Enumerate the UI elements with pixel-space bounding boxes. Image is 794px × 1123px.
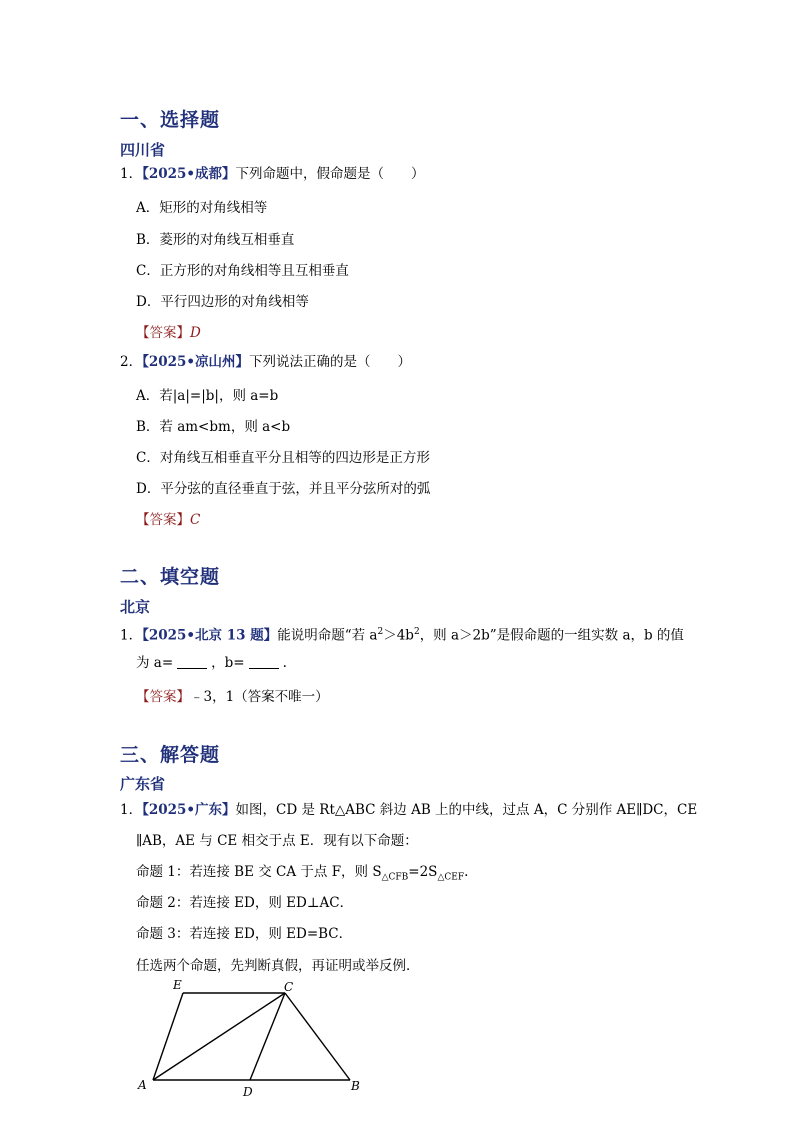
answer-fill [136,685,329,705]
question-text: 如图，CD 是 Rt△ABC 斜边 AB 上的中线，过点 A，C 分别作 AE∥DC，CE [235,802,698,818]
answer-value: D [190,325,201,341]
question-number: 1． [120,166,143,182]
label-a: A [138,1078,147,1092]
answer-2 [136,508,200,528]
option-d: D．平行四边形的对角线相等 [136,294,309,310]
segment-cd [250,993,285,1080]
answer-value: ﹣3，1（答案不唯一） [190,689,329,705]
option-c: C．正方形的对角线相等且互相垂直 [136,263,349,279]
option-b: B．菱形的对角线互相垂直 [136,232,295,248]
prop-part: 命题 1：若连接 BE 交 CA 于点 F，则 S [136,864,382,880]
answer-1 [136,321,201,341]
label-d: D [243,1085,253,1099]
stem-part: . [282,655,287,671]
proposition-2: 命题 2：若连接 ED，则 ED⊥AC． [136,895,354,911]
stem-part: ＞4b [383,627,414,644]
segment-cb [285,993,350,1080]
question-number: 2． [120,354,143,370]
label-e: E [173,978,182,992]
solve-question-line1 [120,800,697,820]
prop-part: =2S [408,864,438,880]
option-d: D．平分弦的直径垂直于弦，并且平分弦所对的弧 [136,481,431,497]
province-beijing: 北京 [120,598,151,616]
option-c: C．对角线互相垂直平分且相等的四边形是正方形 [136,450,430,466]
segment-ea [153,993,183,1080]
instruction: 任选两个命题，先判断真假，再证明或举反例． [136,958,420,974]
question-source: 【2025•成都】 [142,166,236,182]
province-guangdong: 广东省 [120,775,166,793]
blank-a[interactable] [177,654,207,669]
question-source: 【2025•广东】 [142,802,236,818]
option-a: A．矩形的对角线相等 [136,200,268,216]
option-a: A．若|a|=|b|，则 a=b [136,388,279,404]
question-number: 1． [120,802,143,818]
question-source: 【2025•北京 13 题】 [142,627,278,644]
superscript-2: 2 [377,627,384,637]
question-text: 下列说法正确的是（ ） [249,354,412,370]
label-b: B [351,1079,360,1093]
solve-question-line2: ∥AB，AE 与 CE 相交于点 E．现有以下命题： [136,833,418,849]
answer-value: C [190,512,201,528]
subscript: △CFB [381,872,409,883]
section-title-solve: 三、解答题 [120,744,221,766]
stem-part: ，b= [211,655,245,671]
answer-label: 【答案】 [136,689,190,705]
question-text: 下列命题中，假命题是（ ） [235,166,425,182]
question-2-stem [120,352,411,372]
superscript-2: 2 [413,627,420,637]
subscript: △CEF [437,872,465,883]
stem-part: ，则 a＞2b”是假命题的一组实数 a，b 的值 [419,627,684,644]
blank-b[interactable] [249,654,279,669]
stem-part: 为 a= [136,655,174,671]
section-title-choice: 一、选择题 [120,109,221,131]
fill-question-line2 [136,653,287,673]
proposition-3: 命题 3：若连接 ED，则 ED=BC． [136,926,353,942]
segment-ca [153,993,285,1080]
province-sichuan: 四川省 [120,141,166,159]
answer-label: 【答案】 [136,325,190,341]
question-number: 1． [120,627,143,644]
fill-question-stem [120,622,684,646]
proposition-1 [136,862,468,888]
label-c: C [284,980,294,994]
question-1-stem [120,164,425,184]
section-title-fill: 二、填空题 [120,566,221,588]
question-source: 【2025•凉山州】 [142,354,250,370]
answer-label: 【答案】 [136,512,190,528]
prop-part: . [464,864,469,880]
geometry-figure [130,972,370,1102]
option-b: B．若 am<bm，则 a<b [136,419,291,435]
stem-part: 能说明命题“若 a [277,627,378,644]
